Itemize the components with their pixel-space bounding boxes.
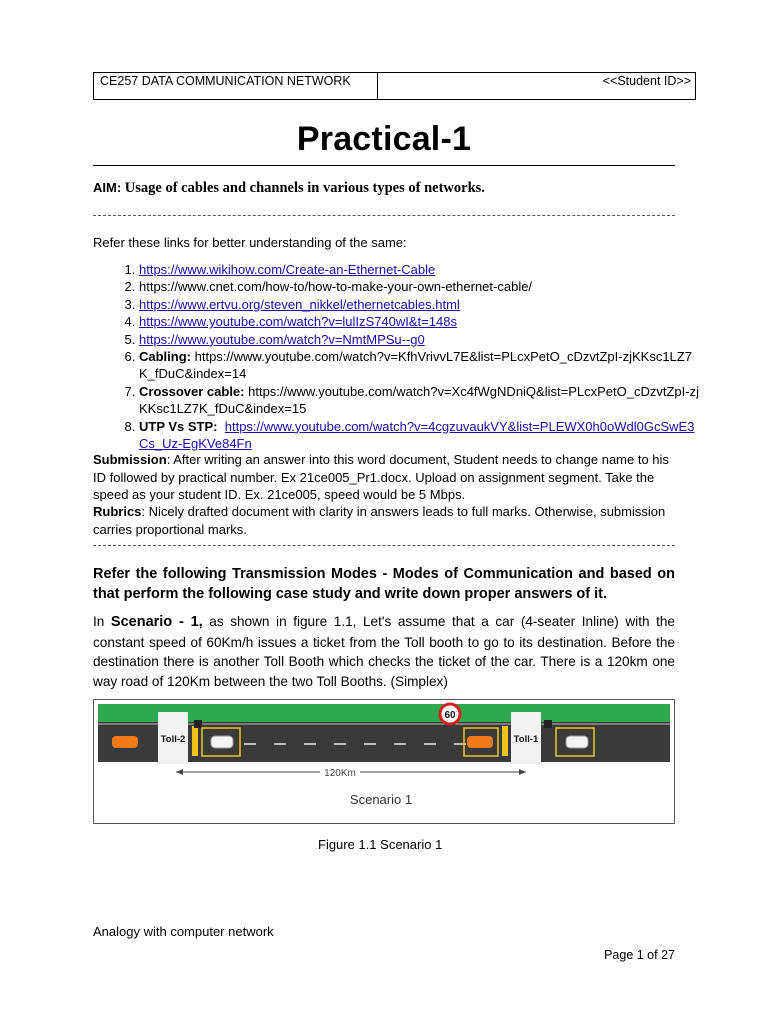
scenario-figure	[93, 699, 675, 824]
orange-car-icon	[112, 736, 138, 748]
scenario-name: Scenario - 1,	[110, 614, 203, 630]
dashed-divider-top	[93, 215, 675, 216]
links-intro: Refer these links for better understanding of the same:	[93, 235, 407, 250]
aim-line	[93, 180, 485, 197]
crossover-label: Crossover cable:	[139, 383, 245, 399]
title-underline	[93, 165, 675, 166]
toll-road-diagram	[94, 700, 674, 823]
page-number: Page 1 of 27	[604, 948, 675, 962]
link-ertvu[interactable]: https://www.ertvu.org/steven_nikkel/ethernetcables.html	[139, 296, 460, 312]
list-item	[139, 313, 699, 330]
rubrics-label: Rubrics	[93, 504, 142, 519]
link-youtube-2[interactable]: https://www.youtube.com/watch?v=NmtMPSu--g0	[139, 331, 425, 347]
analogy-heading: Analogy with computer network	[93, 924, 274, 939]
reference-links-list	[93, 261, 699, 452]
link-crossover[interactable]: https://www.youtube.com/watch?v=Xc4fWgNDniQ&list=PLcxPetO_cDzvtZpI-zjKKsc1LZ7K_fDuC&index=15	[139, 383, 699, 417]
list-item	[139, 418, 699, 453]
white-car-icon	[211, 736, 233, 748]
rubrics-paragraph	[93, 503, 675, 538]
page-title: Practical-1	[296, 120, 472, 158]
list-item	[139, 261, 699, 278]
link-cnet[interactable]: https://www.cnet.com/how-to/how-to-make-your-own-ethernet-cable/	[139, 279, 533, 295]
figure-caption: Figure 1.1 Scenario 1	[318, 837, 443, 852]
list-item	[139, 383, 699, 418]
aim-text: Usage of cables and channels in various types of networks.	[124, 180, 485, 196]
link-wikihow[interactable]: https://www.wikihow.com/Create-an-Ethernet-Cable	[139, 262, 436, 277]
speed-sign-value: 60	[444, 710, 456, 721]
rubrics-text: : Nicely drafted document with clarity in answers leads to full marks. Otherwise, submission carries proportional marks.	[93, 504, 666, 537]
list-item	[139, 331, 699, 348]
distance-label: 120Km	[324, 768, 356, 779]
booth-camera-icon	[544, 720, 552, 728]
submission-text: : After writing an answer into this word document, Student needs to change name to his ID followed by practical number. Ex 21ce005_Pr1.docx. Upload on assignment segment. Take the speed as your student ID. Ex. 21ce005, speed would be 5 Mbps.	[93, 452, 669, 503]
submission-label: Submission	[93, 452, 167, 467]
dashed-divider-bottom	[93, 545, 675, 546]
barrier-left	[192, 726, 198, 756]
link-cabling[interactable]: https://www.youtube.com/watch?v=KfhVrivvL7E&list=PLcxPetO_cDzvtZpI-zjKKsc1LZ7K_fDuC&index=14	[139, 349, 692, 382]
list-item	[139, 296, 699, 313]
course-name: CE257 DATA COMMUNICATION NETWORK	[94, 73, 378, 99]
booth-camera-icon	[194, 720, 202, 728]
list-item	[139, 348, 699, 383]
scenario-paragraph	[93, 612, 675, 691]
link-youtube-1[interactable]: https://www.youtube.com/watch?v=lulIzS740wI&t=148s	[139, 314, 457, 330]
scenario-prefix: In	[93, 614, 105, 629]
section-heading: Refer the following Transmission Modes - Modes of Communication and based on that perform the following case study and write down proper answers of it.	[93, 566, 675, 602]
cabling-label: Cabling:	[139, 349, 191, 365]
student-id-placeholder: <<Student ID>>	[602, 74, 691, 88]
figure-scenario-label: Scenario 1	[349, 792, 413, 807]
list-item	[139, 278, 699, 295]
orange-car-icon	[467, 736, 493, 748]
header-table	[93, 72, 696, 100]
aim-label: AIM:	[93, 180, 122, 195]
link-utp-stp[interactable]: https://www.youtube.com/watch?v=4cgzuvaukVY&list=PLEWX0h0oWdl0GcSwE3Cs_Uz-EgKVe84Fn	[139, 418, 695, 452]
white-car-icon	[566, 736, 588, 748]
barrier-right	[502, 726, 508, 756]
toll-right-label: Toll-1	[513, 734, 539, 745]
toll-left-label: Toll-2	[160, 734, 186, 745]
scenario-text: as shown in figure 1.1, Let's assume that a car (4-seater Inline) with the constant speed of 60Km/h issues a ticket from the Toll booth to go to its destination. Before the destination there is another Toll Booth which checks the ticket of the car. There is a 120km one way road of 120Km between the two Toll Booths. (Simplex)	[93, 614, 675, 689]
submission-paragraph	[93, 451, 675, 504]
utp-stp-label: UTP Vs STP:	[139, 418, 218, 434]
